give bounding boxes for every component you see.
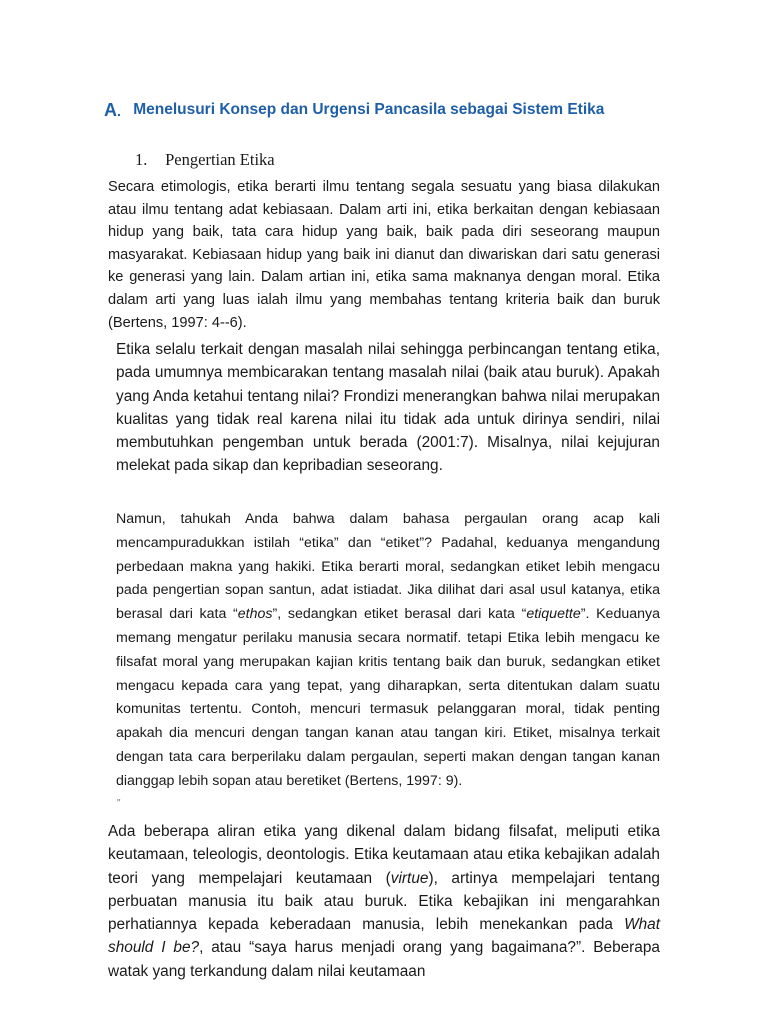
subsection-heading: [135, 150, 275, 170]
paragraph-ethics-schools: Ada beberapa aliran etika yang dikenal dalam bidang filsafat, meliputi etika keutamaan, teleologis, deontologis. Etika keutamaan atau etika kebajikan adalah teori yang mempelajari keutamaan (virtue), artinya mempelajari tentang perbuatan manusia itu baik atau buruk. Etika kebajikan ini mengarahkan perhatiannya kepada keberadaan manusia, lebih menekankan pada What should I be?, atau “saya harus menjadi orang yang bagaimana?”. Beberapa watak yang terkandung dalam nilai keutamaan: [108, 823, 660, 980]
paragraph-etymology: Secara etimologis, etika berarti ilmu tentang segala sesuatu yang biasa dilakukan atau ilmu tentang adat kebiasaan. Dalam arti ini, etika berkaitan dengan kebiasaan hidup yang baik, tata cara hidup yang baik, baik pada diri seseorang maupun masyarakat. Kebiasaan hidup yang baik ini dianut dan diwariskan dari satu generasi ke generasi yang lain. Dalam artian ini, etika sama maknanya dengan moral. Etika dalam arti yang luas ialah ilmu yang membahas tentang kriteria baik dan buruk (Bertens, 1997: 4--6).: [108, 179, 660, 331]
paragraph-values: Etika selalu terkait dengan masalah nilai sehingga perbincangan tentang etika, pada umumnya membicarakan tentang masalah nilai (baik atau buruk). Apakah yang Anda ketahui tentang nilai? Frondizi menerangkan bahwa nilai merupakan kualitas yang tidak real karena nilai itu tidak ada untuk dirinya sendiri, nilai membutuhkan pengemban untuk berada (2001:7). Misalnya, nilai kejujuran melekat pada sikap dan kepribadian seseorang.: [116, 341, 660, 475]
term-ethos: ethos: [237, 606, 273, 623]
term-what-should-i-be: What should I be?: [108, 916, 660, 957]
term-etiquette: etiquette: [526, 606, 581, 623]
paragraph-etika-etiket: Namun, tahukah Anda bahwa dalam bahasa pergaulan orang acap kali mencampuradukkan istilah “etika” dan “etiket”? Padahal, keduanya mengandung perbedaan makna yang hakiki. Etika berarti moral, sedangkan etiket lebih mengacu pada pengertian sopan santun, adat istiadat. Jika dilihat dari asal usul katanya, etika berasal dari kata “ethos”, sedangkan etiket berasal dari kata “etiquette”. Keduanya memang mengatur perilaku manusia secara normatif. tetapi Etika lebih mengacu ke filsafat moral yang merupakan kajian kritis tentang baik dan buruk, sedangkan etiket mengacu kepada cara yang tepat, yang diharapkan, serta ditentukan dalam suatu komunitas tertentu. Contoh, mencuri termasuk pelanggaran moral, tidak penting apakah dia mencuri dengan tangan kanan atau tangan kiri. Etiket, misalnya terkait dengan tata cara berperilaku dalam pergaulan, seperti makan dengan tangan kanan dianggap lebih sopan atau beretiket (Bertens, 1997: 9).: [116, 511, 660, 789]
section-letter: A.: [104, 100, 121, 120]
term-virtue: virtue: [390, 869, 429, 887]
subsection-title: Pengertian Etika: [165, 150, 275, 169]
section-title: Menelusuri Konsep dan Urgensi Pancasila sebagai Sistem Etika: [133, 101, 605, 118]
stray-mark: ": [117, 798, 121, 809]
section-heading: [104, 98, 704, 128]
subsection-number: 1.: [135, 150, 148, 169]
